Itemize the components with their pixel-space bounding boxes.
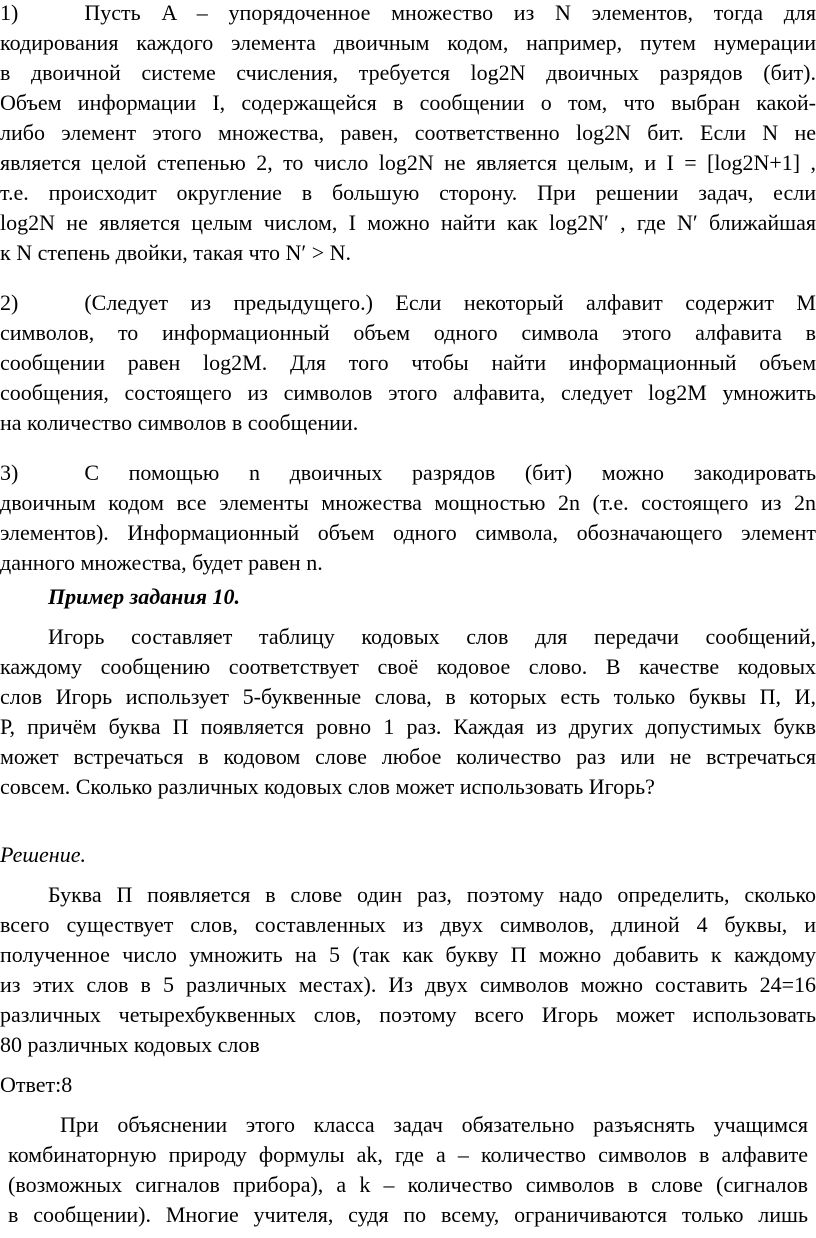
note-line3: (возможных сигналов прибора), а k – количество символов в слове (сигналов [8,1172,808,1197]
para1-line2: кодирования каждого элемента двоичным кодом, например, путем нумерации [0,30,816,55]
note-line4: в сообщении). Многие учителя, судя по всему, ограничиваются только лишь [8,1202,808,1227]
para1-line7: т.е. происходит округление в большую сторону. При решении задач, если [0,180,816,205]
solution-line1-text: Буква П появляется в слове один раз, поэтому надо определить, сколько [48,882,816,907]
note-line1 [8,1110,808,1140]
para1-line6: является целой степенью 2, то число log2N не является целым, и I = [log2N+1] , [0,150,816,175]
task-line5: может встречаться в кодовом слове любое количество раз или не встречаться [0,744,816,769]
task-line2: каждому сообщению соответствует своё кодовое слово. В качестве кодовых [0,654,816,679]
solution-line2: всего существует слов, составленных из двух символов, длиной 4 буквы, и [0,912,816,937]
solution-heading: Решение. [0,842,86,867]
task-line3: слов Игорь использует 5-буквенные слова, в которых есть только буквы П, И, [0,684,816,709]
solution-line3: полученное число умножить на 5 (так как букву П можно добавить к каждому [0,942,816,967]
para1-line4: Объем информации I, содержащейся в сообщении о том, что выбран какой- [0,90,816,115]
para2-line3: сообщении равен log2M. Для того чтобы найти информационный объем [0,350,816,375]
para3-line1: 3) С помощью n двоичных разрядов (бит) можно закодировать [0,460,816,485]
solution-line4: из этих слов в 5 различных местах). Из двух символов можно составить 24=16 [0,972,816,997]
note-line1-text: При объяснении этого класса задач обязательно разъяснять учащимся [60,1112,808,1137]
para3-line4: данного множества, будет равен n. [0,550,323,575]
para2-line5: на количество символов в сообщении. [0,410,359,435]
para2-line2: символов, то информационный объем одного символа этого алфавита в [0,320,816,345]
para3-line2: двоичным кодом все элементы множества мощностью 2n (т.е. состоящего из 2n [0,490,816,515]
para1-line8: log2N не является целым числом, I можно найти как log2N′ , где N′ ближайшая [0,210,816,235]
para3-line3: элементов). Информационный объем одного символа, обозначающего элемент [0,520,816,545]
note-line2: комбинаторную природу формулы ak, где a – количество символов в алфавите [8,1142,808,1167]
answer-line: Ответ:8 [0,1072,73,1097]
task-line6: совсем. Сколько различных кодовых слов может использовать Игорь? [0,774,655,799]
task-line1-text: Игорь составляет таблицу кодовых слов для передачи сообщений, [48,624,816,649]
example-heading: Пример задания 10. [48,584,240,609]
para2-line4: сообщения, состоящего из символов этого алфавита, следует log2M умножить [0,380,816,405]
para1-line1: 1) Пусть A – упорядоченное множество из N элементов, тогда для [0,0,816,25]
para1-line5: либо элемент этого множества, равен, соответственно log2N бит. Если N не [0,120,816,145]
task-line4: Р, причём буква П появляется ровно 1 раз. Каждая из других допустимых букв [0,714,816,739]
task-line1 [0,622,816,652]
para1-line9: к N степень двойки, такая что N′ > N. [0,240,352,265]
solution-line5: различных четырехбуквенных слов, поэтому всего Игорь может использовать [0,1002,816,1027]
solution-line1 [0,880,816,910]
para1-line3: в двоичной системе счисления, требуется log2N двоичных разрядов (бит). [0,60,816,85]
para2-line1: 2) (Следует из предыдущего.) Если некоторый алфавит содержит M [0,290,816,315]
solution-line6: 80 различных кодовых слов [0,1032,260,1057]
